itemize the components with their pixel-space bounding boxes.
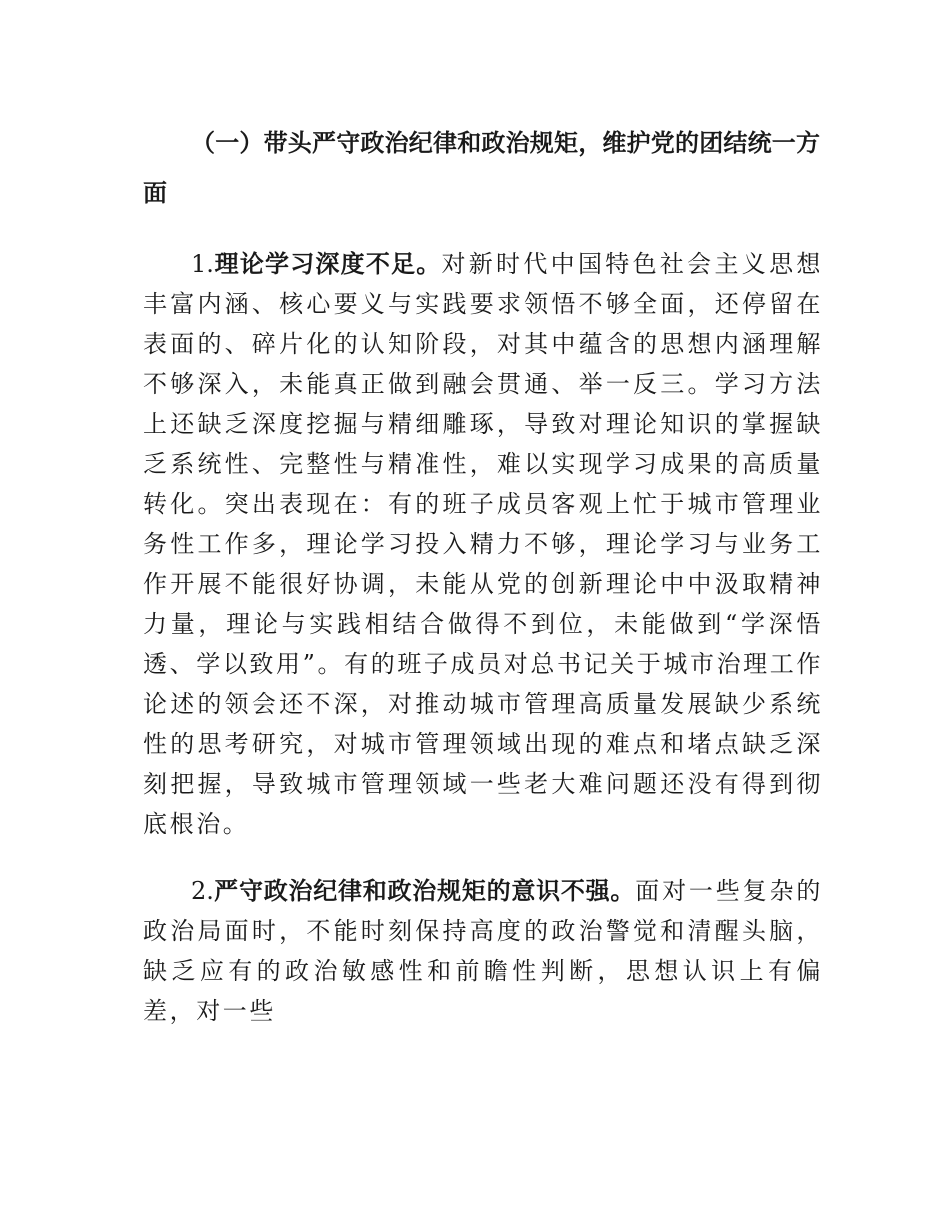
paragraph-item-1 [143, 244, 823, 844]
item-number: 2. [191, 877, 214, 905]
item-title: 理论学习深度不足。 [213, 250, 442, 278]
item-title: 严守政治纪律和政治规矩的意识不强。 [213, 877, 636, 905]
item-body: 对新时代中国特色社会主义思想丰富内涵、核心要义与实践要求领悟不够全面，还停留在表面的、碎片化的认知阶段，对其中蕴含的思想内涵理解不够深入，未能真正做到融会贯通、举一反三。学习方法上还缺乏深度挖掘与精细雕琢，导致对理论知识的掌握缺乏系统性、完整性与精准性，难以实现学习成果的高质量转化。突出表现在：有的班子成员客观上忙于城市管理业务性工作多，理论学习投入精力不够，理论学习与业务工作开展不能很好协调，未能从党的创新理论中中汲取精神力量，理论与实践相结合做得不到位，未能做到“学深悟透、学以致用”。有的班子成员对总书记关于城市治理工作论述的领会还不深，对推动城市管理高质量发展缺少系统性的思考研究，对城市管理领域出现的难点和堵点缺乏深刻把握，导致城市管理领域一些老大难问题还没有得到彻底根治。 [143, 250, 824, 838]
document-body [143, 118, 823, 1058]
item-number: 1. [191, 250, 214, 278]
section-heading: （一）带头严守政治纪律和政治规矩，维护党的团结统一方面 [143, 129, 821, 207]
item-body: 面对一些复杂的政治局面时，不能时刻保持高度的政治警觉和清醒头脑，缺乏应有的政治敏感性和前瞻性判断，思想认识上有偏差，对一些 [143, 877, 824, 1025]
paragraph-item-2 [143, 871, 823, 1031]
